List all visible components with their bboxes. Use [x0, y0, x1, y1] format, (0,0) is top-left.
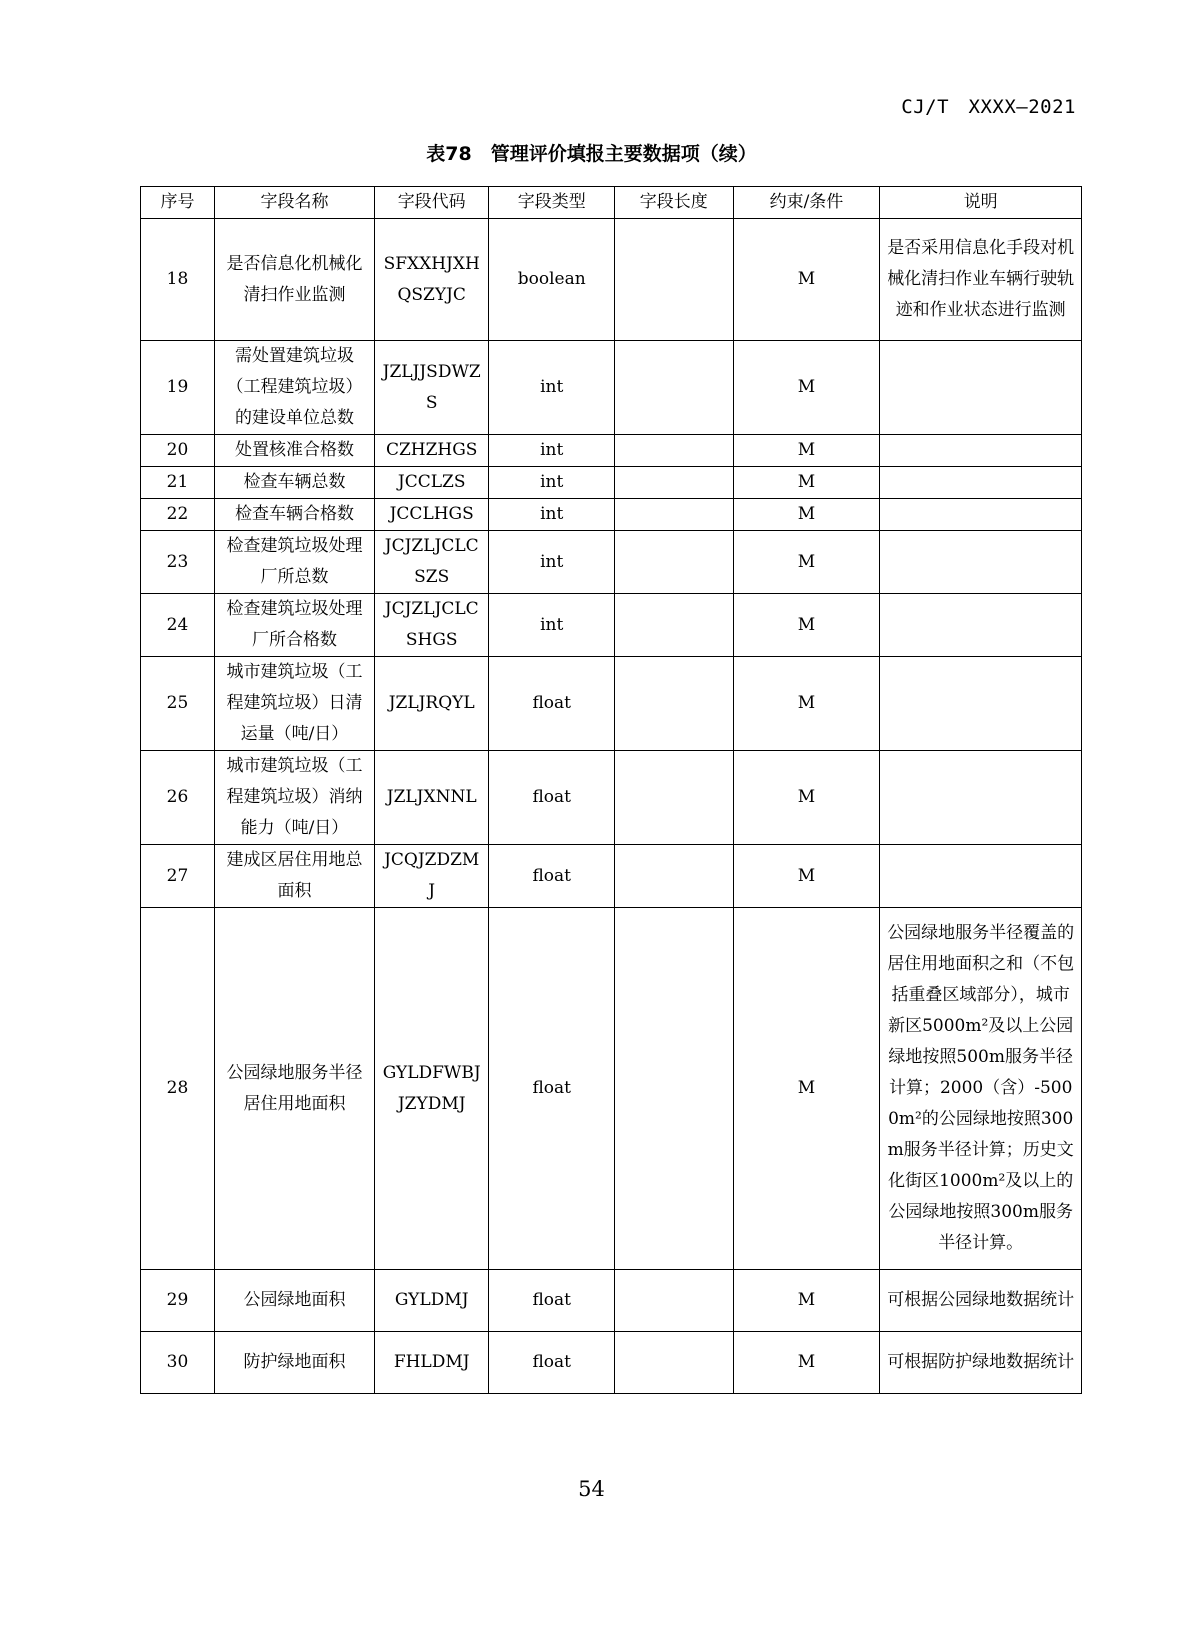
- header-constraint: 约束/条件: [733, 187, 880, 219]
- header-field-name: 字段名称: [214, 187, 374, 219]
- table-row: [141, 467, 1082, 499]
- cell-field-code: JZLJRQYL: [374, 657, 488, 751]
- cell-field-code: GYLDFWBJJZYDMJ: [374, 908, 488, 1270]
- cell-constraint: M: [733, 1332, 880, 1394]
- cell-field-name: 城市建筑垃圾（工程建筑垃圾）日清运量（吨/日）: [214, 657, 374, 751]
- cell-field-length: [615, 657, 734, 751]
- cell-no: 19: [141, 341, 215, 435]
- cell-field-code: CZHZHGS: [374, 435, 488, 467]
- cell-field-type: float: [489, 908, 615, 1270]
- cell-field-type: float: [489, 845, 615, 908]
- cell-field-name: 是否信息化机械化清扫作业监测: [214, 219, 374, 341]
- cell-description: 公园绿地服务半径覆盖的居住用地面积之和（不包括重叠区域部分），城市新区5000m²及以上公园绿地按照500m服务半径计算；2000（含）-5000m²的公园绿地按照300m服务半径计算；历史文化街区1000m²及以上的公园绿地按照300m服务半径计算。: [880, 908, 1082, 1270]
- cell-field-length: [615, 1332, 734, 1394]
- table-row: [141, 531, 1082, 594]
- cell-no: 18: [141, 219, 215, 341]
- cell-field-length: [615, 531, 734, 594]
- cell-constraint: M: [733, 908, 880, 1270]
- header-no: 序号: [141, 187, 215, 219]
- cell-field-length: [615, 435, 734, 467]
- cell-description: [880, 531, 1082, 594]
- cell-field-name: 检查车辆总数: [214, 467, 374, 499]
- table-title: 表78 管理评价填报主要数据项（续）: [426, 143, 757, 165]
- cell-field-name: 检查建筑垃圾处理厂所总数: [214, 531, 374, 594]
- cell-no: 24: [141, 594, 215, 657]
- cell-no: 29: [141, 1270, 215, 1332]
- cell-description: [880, 657, 1082, 751]
- cell-field-length: [615, 499, 734, 531]
- standard-code: CJ/T XXXX—2021: [901, 96, 1076, 118]
- cell-field-name: 防护绿地面积: [214, 1332, 374, 1394]
- cell-field-name: 公园绿地服务半径居住用地面积: [214, 908, 374, 1270]
- cell-field-type: int: [489, 435, 615, 467]
- cell-field-code: JZLJXNNL: [374, 751, 488, 845]
- table-row: [141, 1332, 1082, 1394]
- table-row: [141, 657, 1082, 751]
- cell-constraint: M: [733, 751, 880, 845]
- cell-field-name: 需处置建筑垃圾（工程建筑垃圾）的建设单位总数: [214, 341, 374, 435]
- cell-no: 26: [141, 751, 215, 845]
- cell-field-type: int: [489, 341, 615, 435]
- cell-description: [880, 751, 1082, 845]
- header-field-code: 字段代码: [374, 187, 488, 219]
- cell-description: [880, 435, 1082, 467]
- cell-no: 21: [141, 467, 215, 499]
- data-items-table: [140, 186, 1082, 1394]
- table-row: [141, 908, 1082, 1270]
- cell-constraint: M: [733, 499, 880, 531]
- cell-field-type: int: [489, 594, 615, 657]
- cell-field-type: float: [489, 751, 615, 845]
- cell-field-code: JCCLZS: [374, 467, 488, 499]
- cell-field-type: int: [489, 499, 615, 531]
- cell-field-name: 检查建筑垃圾处理厂所合格数: [214, 594, 374, 657]
- cell-description: [880, 341, 1082, 435]
- cell-constraint: M: [733, 341, 880, 435]
- cell-no: 28: [141, 908, 215, 1270]
- header-field-length: 字段长度: [615, 187, 734, 219]
- cell-field-type: float: [489, 1332, 615, 1394]
- table-row: [141, 1270, 1082, 1332]
- cell-description: [880, 594, 1082, 657]
- cell-description: [880, 499, 1082, 531]
- cell-field-length: [615, 341, 734, 435]
- header-description: 说明: [880, 187, 1082, 219]
- cell-field-length: [615, 467, 734, 499]
- cell-constraint: M: [733, 845, 880, 908]
- cell-field-name: 公园绿地面积: [214, 1270, 374, 1332]
- cell-field-code: GYLDMJ: [374, 1270, 488, 1332]
- table-row: [141, 594, 1082, 657]
- cell-field-type: boolean: [489, 219, 615, 341]
- cell-field-code: SFXXHJXHQSZYJC: [374, 219, 488, 341]
- table-row: [141, 499, 1082, 531]
- cell-field-type: int: [489, 467, 615, 499]
- table-header-row: [141, 187, 1082, 219]
- cell-field-type: int: [489, 531, 615, 594]
- cell-field-name: 处置核准合格数: [214, 435, 374, 467]
- cell-no: 22: [141, 499, 215, 531]
- cell-field-code: FHLDMJ: [374, 1332, 488, 1394]
- cell-field-code: JCJZLJCLCSHGS: [374, 594, 488, 657]
- cell-field-code: JCCLHGS: [374, 499, 488, 531]
- cell-field-type: float: [489, 657, 615, 751]
- cell-constraint: M: [733, 594, 880, 657]
- cell-constraint: M: [733, 435, 880, 467]
- cell-field-code: JZLJJSDWZS: [374, 341, 488, 435]
- cell-no: 27: [141, 845, 215, 908]
- cell-description: 可根据防护绿地数据统计: [880, 1332, 1082, 1394]
- table-row: [141, 341, 1082, 435]
- cell-constraint: M: [733, 657, 880, 751]
- cell-no: 23: [141, 531, 215, 594]
- cell-no: 20: [141, 435, 215, 467]
- cell-no: 25: [141, 657, 215, 751]
- cell-constraint: M: [733, 467, 880, 499]
- cell-field-code: JCQJZDZMJ: [374, 845, 488, 908]
- cell-field-name: 检查车辆合格数: [214, 499, 374, 531]
- cell-field-length: [615, 751, 734, 845]
- cell-field-type: float: [489, 1270, 615, 1332]
- table-row: [141, 845, 1082, 908]
- cell-no: 30: [141, 1332, 215, 1394]
- cell-description: 可根据公园绿地数据统计: [880, 1270, 1082, 1332]
- cell-field-length: [615, 219, 734, 341]
- cell-description: [880, 467, 1082, 499]
- table-row: [141, 219, 1082, 341]
- page-number: 54: [578, 1477, 605, 1501]
- cell-field-length: [615, 908, 734, 1270]
- cell-field-length: [615, 1270, 734, 1332]
- cell-field-name: 城市建筑垃圾（工程建筑垃圾）消纳能力（吨/日）: [214, 751, 374, 845]
- table-row: [141, 751, 1082, 845]
- cell-constraint: M: [733, 219, 880, 341]
- cell-field-length: [615, 845, 734, 908]
- cell-constraint: M: [733, 1270, 880, 1332]
- cell-field-length: [615, 594, 734, 657]
- cell-field-name: 建成区居住用地总面积: [214, 845, 374, 908]
- cell-description: [880, 845, 1082, 908]
- cell-field-code: JCJZLJCLCSZS: [374, 531, 488, 594]
- header-field-type: 字段类型: [489, 187, 615, 219]
- cell-description: 是否采用信息化手段对机械化清扫作业车辆行驶轨迹和作业状态进行监测: [880, 219, 1082, 341]
- cell-constraint: M: [733, 531, 880, 594]
- table-row: [141, 435, 1082, 467]
